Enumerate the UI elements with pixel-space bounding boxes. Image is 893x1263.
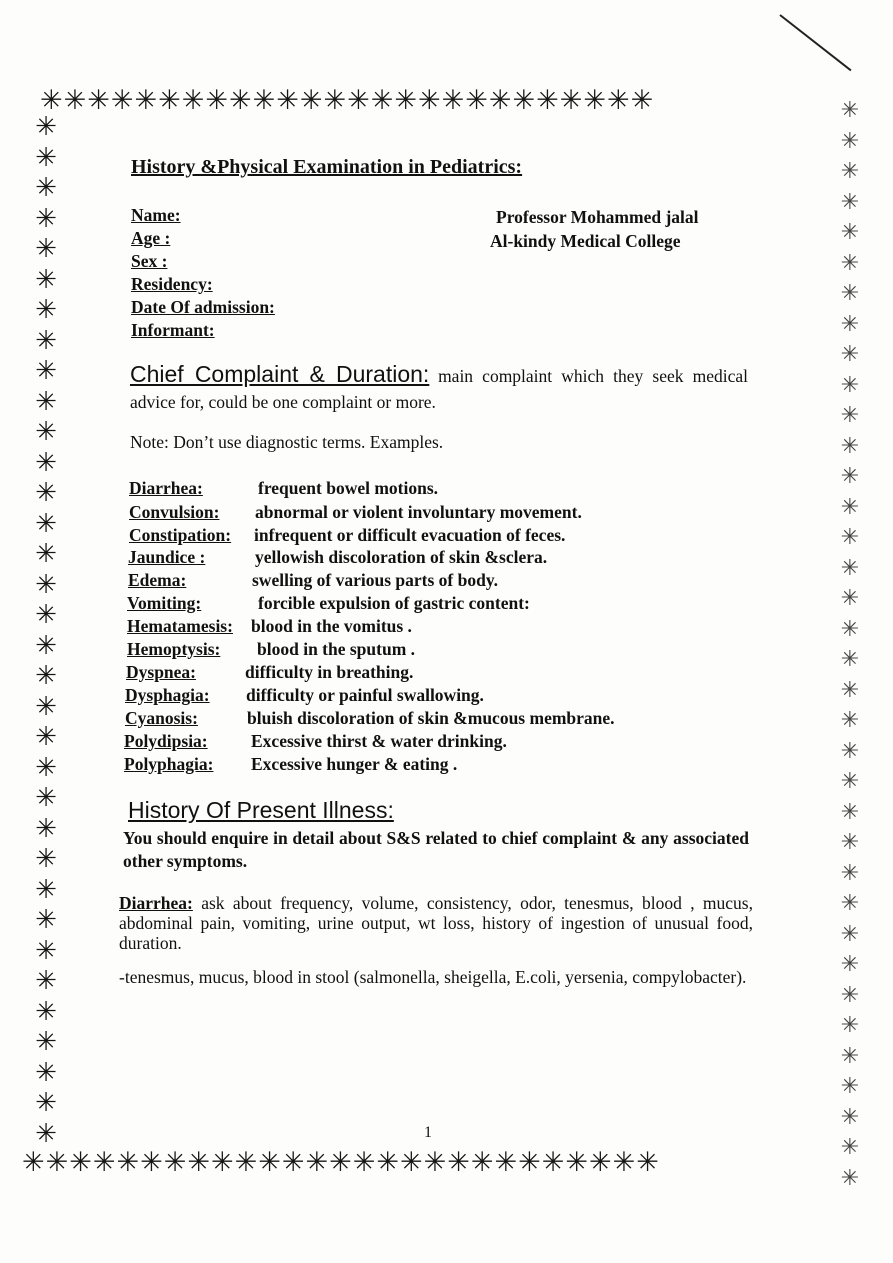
term-row [129,478,439,499]
chief-complaint-heading: Chief Complaint & Duration: [130,361,430,387]
term-row [125,708,615,729]
hpi-heading: History Of Present Illness: [128,797,394,823]
term-definition: blood in the vomitus . [251,616,412,636]
term-row [127,616,412,637]
term-definition: Excessive thirst & water drinking. [251,731,507,751]
field-age: Age : [131,228,171,248]
decorative-border-right: ✳✳✳✳✳✳✳✳✳✳✳✳✳✳✳✳✳✳✳✳✳✳✳✳✳✳✳✳✳✳✳✳✳✳✳✳ [840,98,860,1191]
term-label: Polyphagia: [124,754,214,774]
diarrhea-label: Diarrhea: [119,893,193,913]
term-label: Hematamesis: [127,616,233,636]
term-definition: Excessive hunger & eating . [251,754,458,774]
decorative-border-bottom: ✳✳✳✳✳✳✳✳✳✳✳✳✳✳✳✳✳✳✳✳✳✳✳✳✳✳✳ [22,1147,660,1178]
term-definition: difficulty or painful swallowing. [246,685,484,705]
author-name: Professor Mohammed jalal [496,207,699,227]
term-label: Convulsion: [129,502,220,522]
term-definition: abnormal or violent involuntary movement. [255,502,582,522]
term-definition: infrequent or difficult evacuation of feces. [254,525,566,545]
field-date-of-admission: Date Of admission: [131,297,275,317]
decorative-border-left: ✳✳✳✳✳✳✳✳✳✳✳✳✳✳✳✳✳✳✳✳✳✳✳✳✳✳✳✳✳✳✳✳✳✳ [35,112,57,1149]
diarrhea-history-section [119,893,753,953]
term-label: Constipation: [129,525,232,545]
term-definition: frequent bowel motions. [258,478,439,498]
term-label: Diarrhea: [129,478,203,498]
term-row [127,593,530,614]
term-definition: swelling of various parts of body. [252,570,498,590]
term-row [129,525,566,546]
term-definition: difficulty in breathing. [245,662,414,682]
hpi-text: You should enquire in detail about S&S related to chief complaint & any associated other symptoms. [123,828,749,871]
field-name: Name: [131,205,181,225]
term-label: Hemoptysis: [127,639,221,659]
diarrhea-text: ask about frequency, volume, consistency, odor, tenesmus, blood , mucus, abdominal pain, vomiting, urine output, wt loss, history of ingestion of unusual food, duration. [119,893,753,953]
term-label: Dyspnea: [126,662,197,682]
term-row [124,731,507,752]
document-title: History &Physical Examination in Pediatrics: [131,156,523,178]
term-row [129,502,582,523]
page-number: 1 [424,1124,432,1141]
term-label: Vomiting: [127,593,202,613]
term-row [126,662,414,683]
corner-fold-mark [779,14,851,71]
institution-name: Al-kindy Medical College [490,231,681,251]
term-label: Dysphagia: [125,685,210,705]
term-label: Polydipsia: [124,731,208,751]
term-label: Jaundice : [128,547,206,567]
chief-complaint-text: main complaint which they seek medical advice for, could be one complaint or more. [130,366,749,412]
field-residency: Residency: [131,274,213,294]
chief-complaint-section [130,362,748,416]
term-row [124,754,458,775]
diarrhea-organisms-text: -tenesmus, mucus, blood in stool (salmonella, sheigella, E.coli, yersenia, compylobacter). [119,967,747,987]
term-label: Edema: [128,570,187,590]
field-sex: Sex : [131,251,168,271]
term-row [128,547,548,568]
term-label: Cyanosis: [125,708,198,728]
term-definition: blood in the sputum . [257,639,416,659]
term-row [125,685,484,706]
term-row [127,639,416,660]
decorative-border-top: ✳✳✳✳✳✳✳✳✳✳✳✳✳✳✳✳✳✳✳✳✳✳✳✳✳✳ [40,85,655,116]
term-definition: yellowish discoloration of skin &sclera. [255,547,548,567]
term-definition: forcible expulsion of gastric content: [258,593,530,613]
term-row [128,570,498,591]
term-definition: bluish discoloration of skin &mucous membrane. [247,708,615,728]
note-text: Note: Don’t use diagnostic terms. Examples. [130,432,444,452]
field-informant: Informant: [131,320,215,340]
